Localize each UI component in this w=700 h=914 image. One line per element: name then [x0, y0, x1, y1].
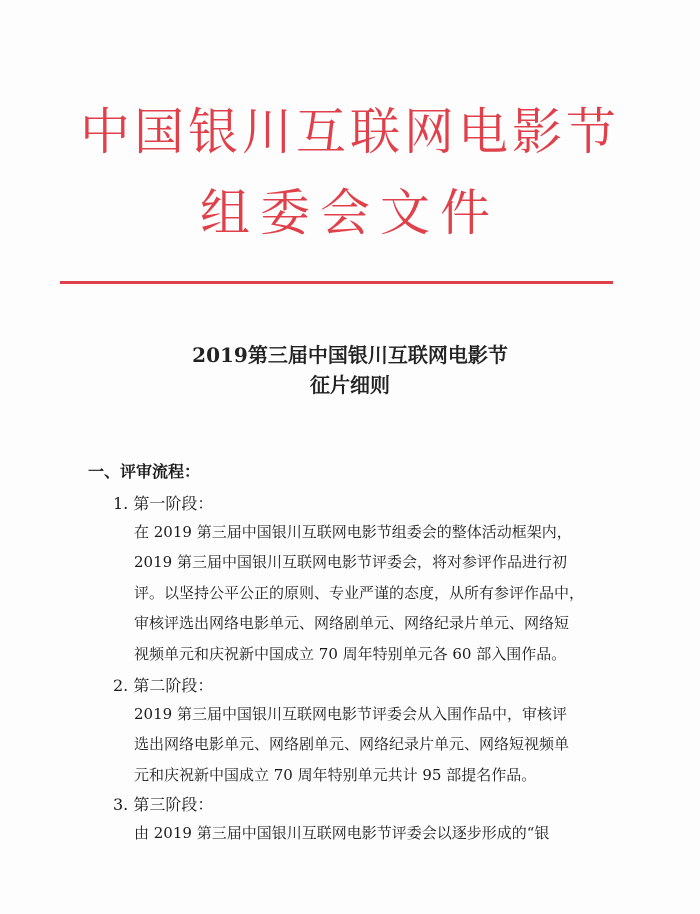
section-heading-review-process: 一、评审流程： [88, 462, 201, 481]
document-title-line-1: 2019第三届中国银川互联网电影节 [192, 343, 508, 367]
stage-3-paragraph [134, 818, 610, 848]
stage-label-1: 1. 第一阶段： [113, 494, 214, 513]
document-title-line-2: 征片细则 [310, 373, 390, 397]
paragraph-line: 2019 第三届中国银川互联网电影节评委会从入围作品中，审核评 [134, 705, 567, 723]
paragraph-line: 审核评选出网络电影单元、网络剧单元、网络纪录片单元、网络短 [134, 614, 570, 633]
stage-1-paragraph [134, 517, 610, 669]
red-divider-rule [60, 281, 613, 284]
paragraph-line: 视频单元和庆祝新中国成立 70 周年特别单元各 60 部入围作品。 [134, 644, 567, 663]
stage-label-2: 2. 第二阶段： [113, 676, 214, 695]
issuer-title-line-1: 中国银川互联网电影节 [80, 103, 620, 161]
paragraph-line: 评。以坚持公平公正的原则、专业严谨的态度，从所有参评作品中， [134, 583, 585, 602]
paragraph-line: 2019 第三届中国银川互联网电影节评委会，将对参评作品进行初 [134, 553, 567, 572]
paragraph-line: 选出网络电影单元、网络剧单元、网络纪录片单元、网络短视频单 [134, 735, 570, 754]
paragraph-line: 在 2019 第三届中国银川互联网电影节组委会的整体活动框架内， [134, 523, 572, 541]
stage-label-3: 3. 第三阶段： [113, 795, 214, 814]
stage-2-paragraph [134, 699, 610, 790]
paragraph-line: 由 2019 第三届中国银川互联网电影节评委会以逐步形成的“银 [134, 824, 550, 842]
issuer-title-line-2: 组委会文件 [200, 184, 500, 242]
paragraph-line: 元和庆祝新中国成立 70 周年特别单元共计 95 部提名作品。 [134, 765, 537, 784]
